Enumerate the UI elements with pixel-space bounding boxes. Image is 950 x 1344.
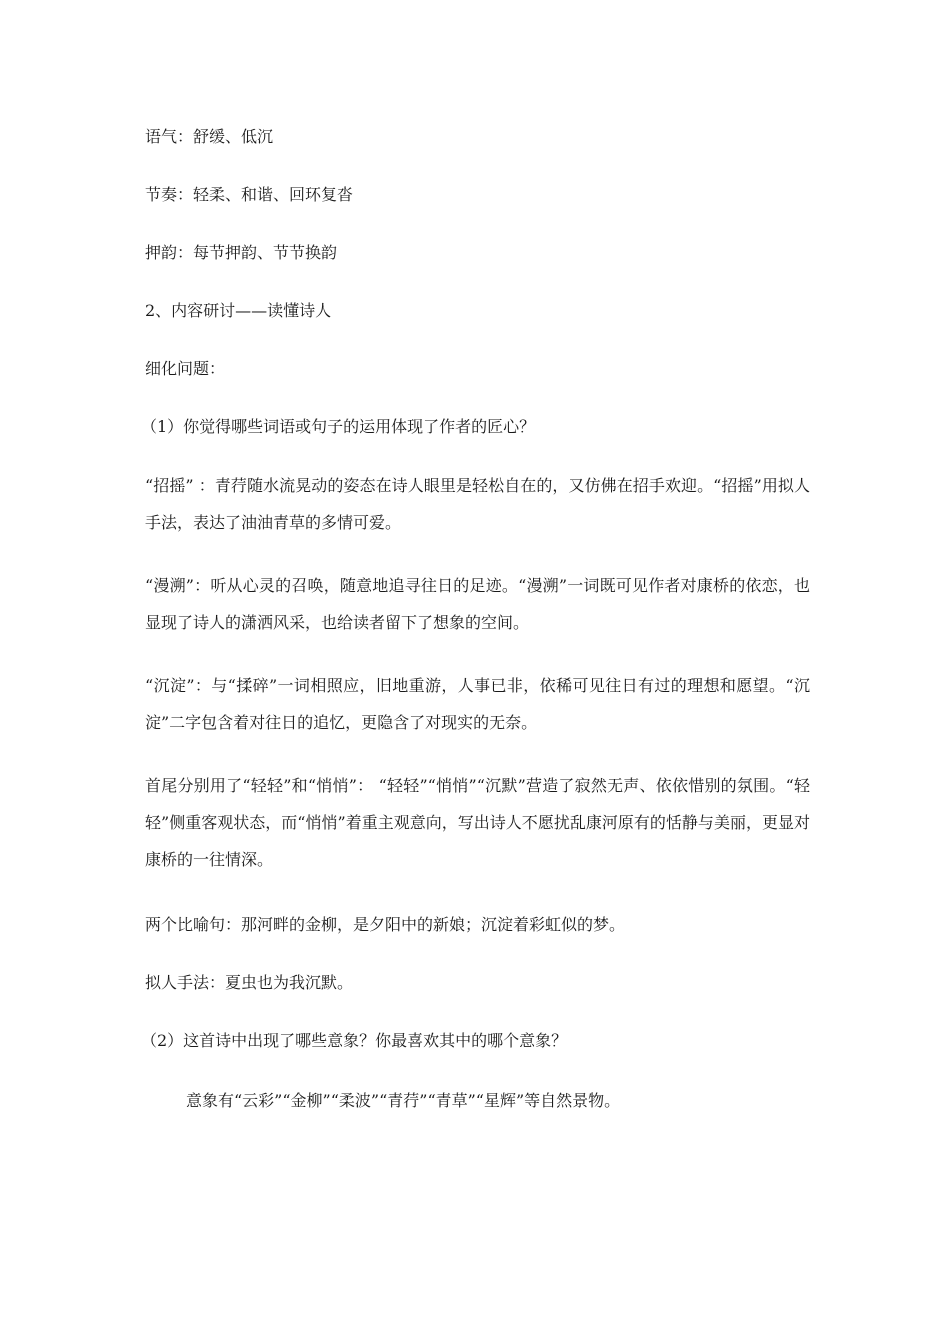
paragraph-imagery: 意象有“云彩”“金柳”“柔波”“青荇”“青草”“星辉”等自然景物。: [186, 1091, 621, 1110]
paragraph-qingqing-qiaoqiao: 首尾分别用了“轻轻”和“悄悄”： “轻轻”“悄悄”“沉默”营造了寂然无声、依依惜别的氛围。“轻轻”侧重客观状态，而“悄悄”着重主观意向，写出诗人不愿扰乱康河原有的恬静与美丽，更显对康桥的一往情深。: [145, 776, 810, 869]
question-1: （1）你觉得哪些词语或句子的运用体现了作者的匠心？: [141, 417, 536, 436]
paragraph-rhyme: 押韵：每节押韵、节节换韵: [145, 243, 338, 262]
question-2: （2）这首诗中出现了哪些意象？你最喜欢其中的哪个意象？: [141, 1031, 568, 1050]
paragraph-chendian: “沉淀”：与“揉碎”一词相照应，旧地重游，人事已非，依稀可见往日有过的理想和愿望。“沉淀”二字包含着对往日的追忆，更隐含了对现实的无奈。: [145, 676, 810, 732]
paragraph-tone: 语气：舒缓、低沉: [145, 127, 274, 146]
section-heading: 2、内容研讨——读懂诗人: [145, 301, 332, 320]
paragraph-metaphors: 两个比喻句：那河畔的金柳，是夕阳中的新娘；沉淀着彩虹似的梦。: [145, 915, 626, 934]
paragraph-zhaoyao: “招摇” ：青荇随水流晃动的姿态在诗人眼里是轻松自在的，又仿佛在招手欢迎。“招摇”用拟人手法，表达了油油青草的多情可爱。: [145, 476, 810, 532]
paragraph-personification: 拟人手法：夏虫也为我沉默。: [145, 973, 354, 992]
paragraph-rhythm: 节奏：轻柔、和谐、回环复沓: [145, 185, 354, 204]
paragraph-mansu: “漫溯”：听从心灵的召唤，随意地追寻往日的足迹。“漫溯”一词既可见作者对康桥的依恋，也显现了诗人的潇洒风采，也给读者留下了想象的空间。: [145, 576, 810, 632]
paragraph-refined-questions: 细化问题：: [145, 359, 226, 378]
